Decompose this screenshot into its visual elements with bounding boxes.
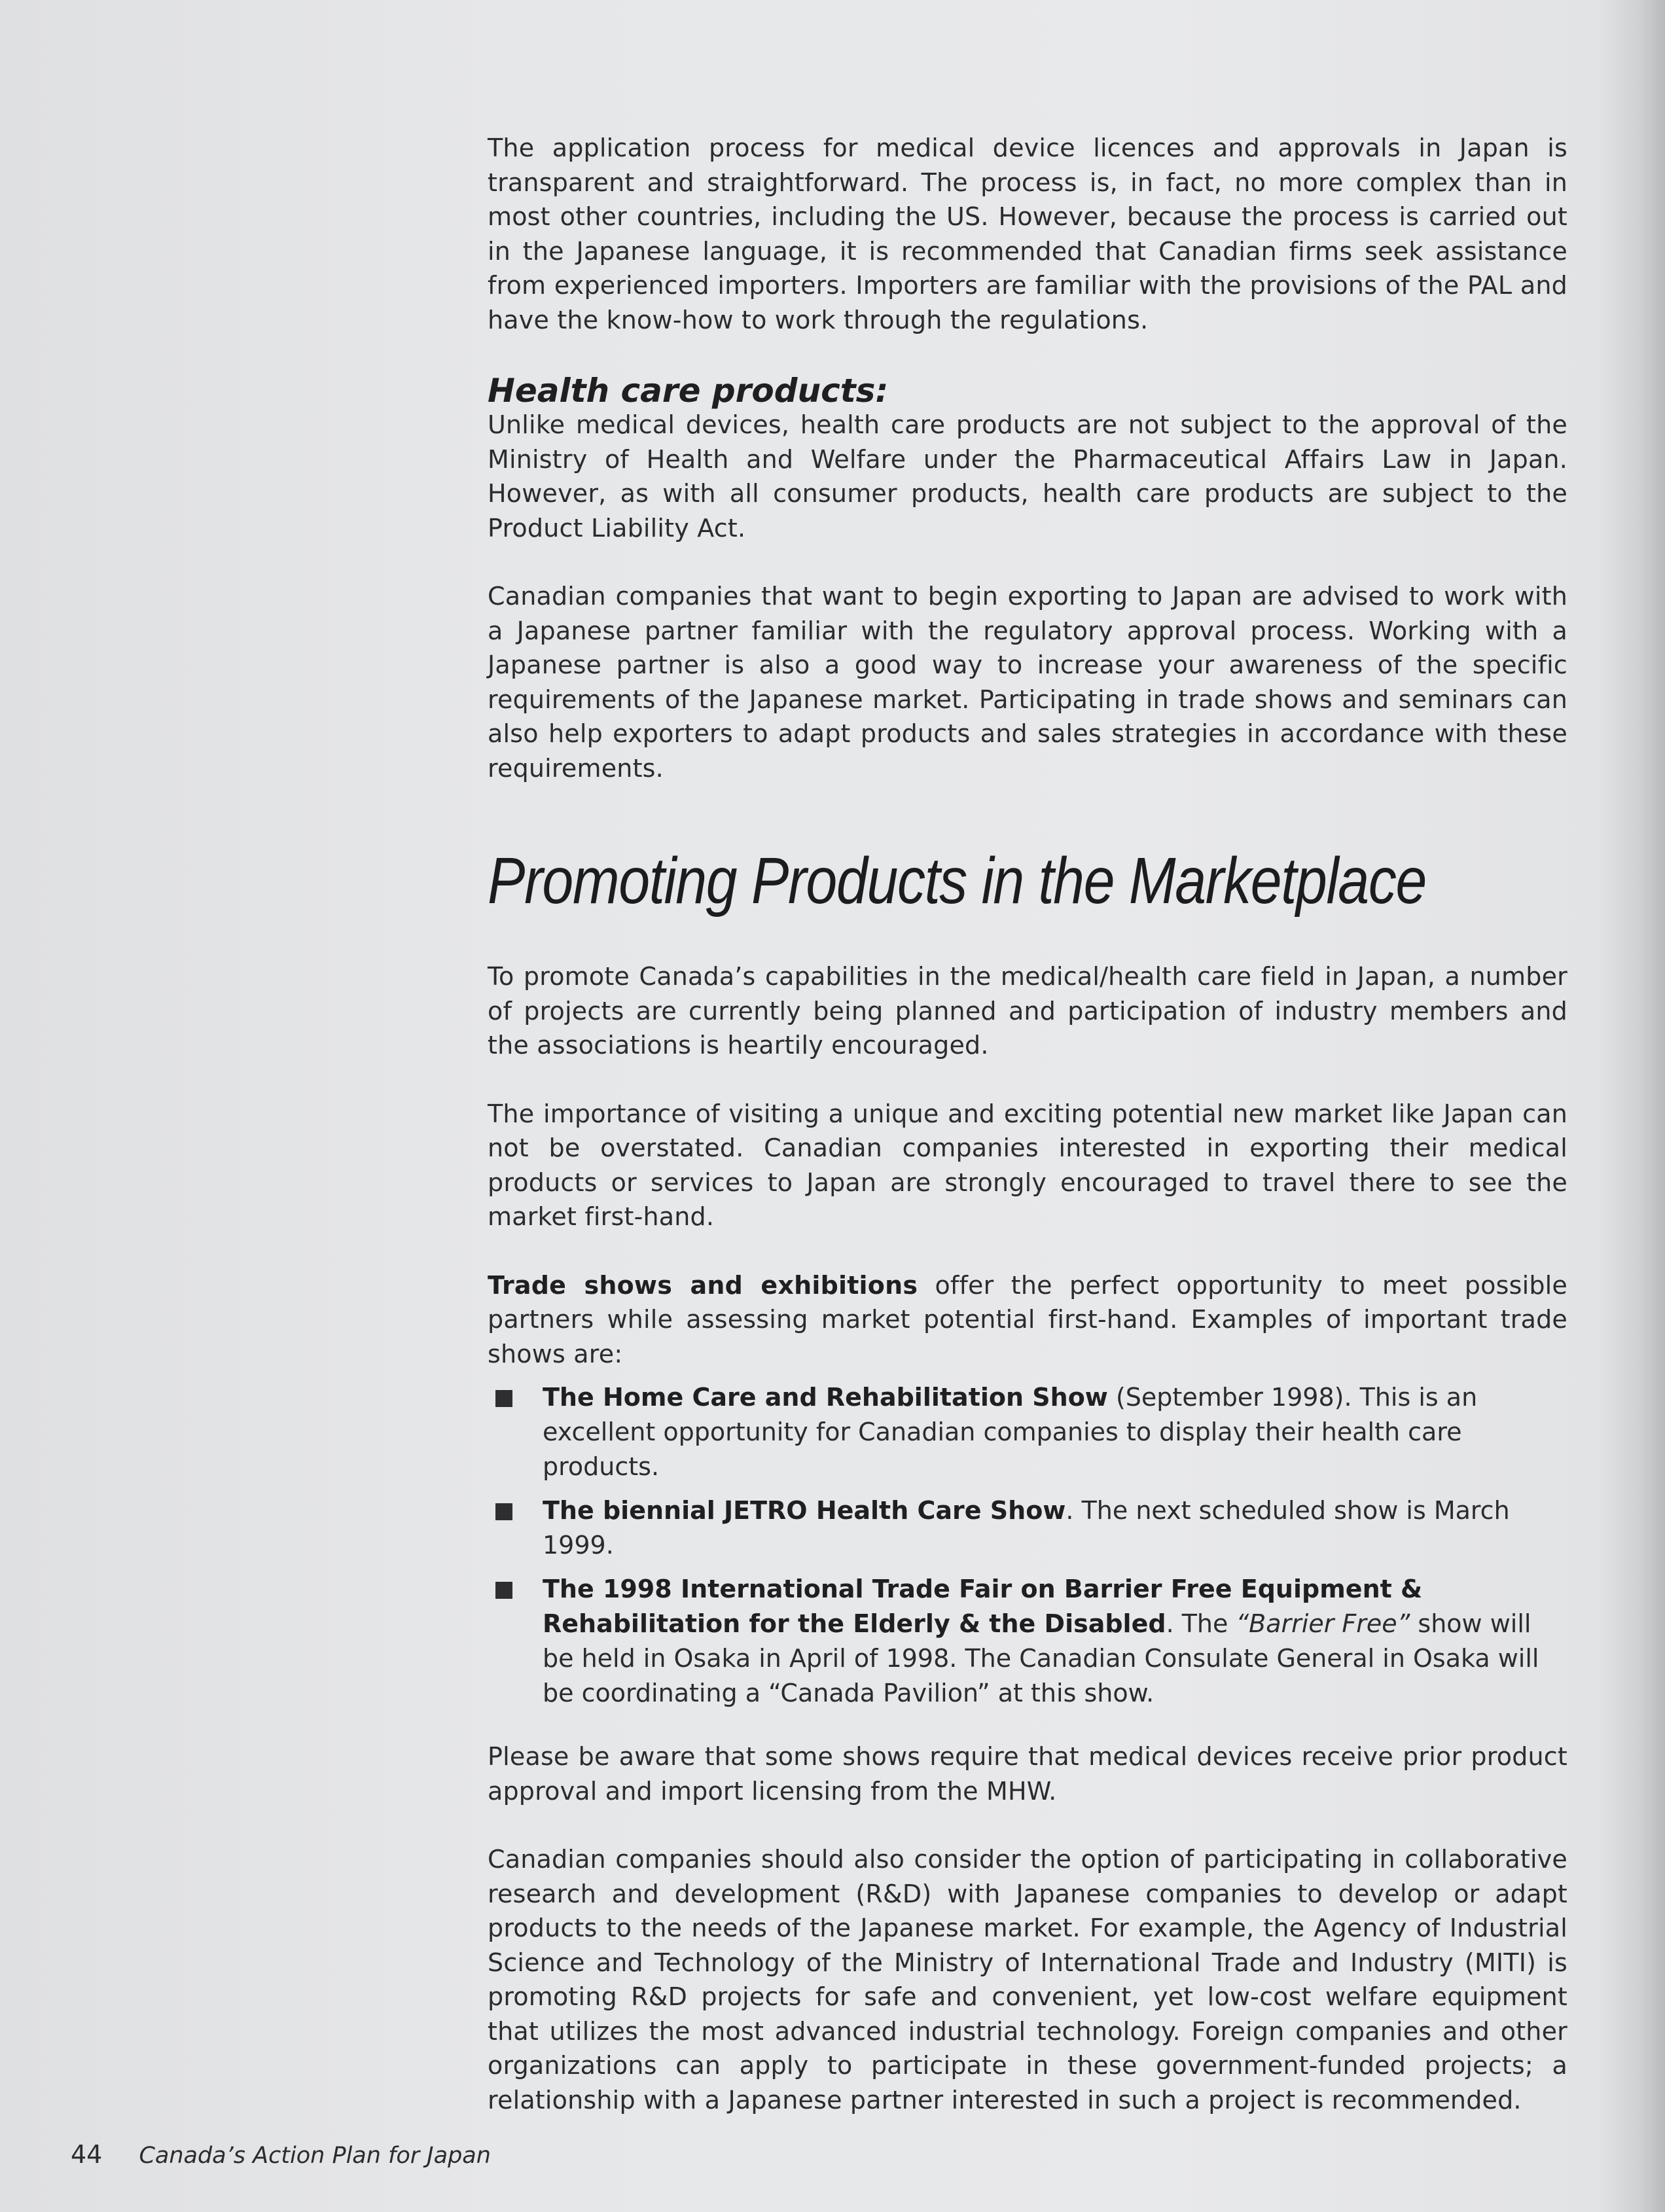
promoting-paragraph-2: The importance of visiting a unique and exciting potential new market like Japan can not be overstated. Canadian companies interested in exporting their medical products or services to Japan are strongly encouraged to travel there to see the market first-hand. xyxy=(488,1099,1567,1231)
trade-shows-intro-bold: Trade shows and exhibitions xyxy=(488,1270,918,1300)
show-text: show will be held in Osaka in April of 1998. The Canadian Consulate General in Osaka will be coordinating a “Canada Pavilion” at this show. xyxy=(543,1609,1539,1707)
health-care-paragraph-2: Canadian companies that want to begin exporting to Japan are advised to work with a Japanese partner familiar with the regulatory approval process. Working with a Japanese partner is also a good way to increase your awareness of the specific requirements of the Japanese market. Participating in trade shows and seminars can also help exporters to adapt products and sales strategies in accordance with these requirements. xyxy=(488,582,1567,783)
square-bullet-icon xyxy=(495,1582,512,1599)
trade-shows-intro xyxy=(488,1268,1567,1372)
list-item xyxy=(488,1493,1567,1563)
show-title: The 1998 International Trade Fair on Barrier Free Equipment & Rehabilitation for the Elderly & the Disabled xyxy=(543,1575,1423,1638)
show-italic-name: “Barrier Free” xyxy=(1236,1609,1410,1638)
running-title: Canada’s Action Plan for Japan xyxy=(139,2143,491,2169)
trade-shows-intro-rest: offer the perfect opportunity to meet possible partners while assessing market potential first-hand. Examples of important trade shows are: xyxy=(488,1270,1567,1368)
promoting-paragraph-1: To promote Canada’s capabilities in the medical/health care field in Japan, a number of projects are currently being planned and participation of industry members and the associations is heartily encouraged. xyxy=(488,962,1567,1060)
trade-show-list xyxy=(488,1380,1567,1711)
square-bullet-icon xyxy=(495,1503,512,1520)
show-title: The biennial JETRO Health Care Show xyxy=(543,1496,1066,1525)
show-text: (September 1998). This is an excellent opportunity for Canadian companies to display their health care products. xyxy=(543,1383,1478,1481)
text-column xyxy=(488,131,1567,2117)
promoting-heading: Promoting Products in the Marketplace xyxy=(488,844,1427,918)
page-footer xyxy=(71,2139,491,2171)
intro-paragraph: The application process for medical device licences and approvals in Japan is transparent and straightforward. The process is, in fact, no more complex than in most other countries, including the US. However, because the process is carried out in the Japanese language, it is recommended that Canadian firms seek assistance from experienced importers. Importers are familiar with the provisions of the PAL and have the know-how to work through the regulations. xyxy=(488,134,1567,334)
show-text: . The xyxy=(1166,1609,1236,1638)
health-care-paragraph-1: Unlike medical devices, health care products are not subject to the approval of the Ministry of Health and Welfare under the Pharmaceutical Affairs Law in Japan. However, as with all consumer products, health care products are subject to the Product Liability Act. xyxy=(488,410,1567,543)
show-title: The Home Care and Rehabilitation Show xyxy=(543,1383,1108,1412)
list-item xyxy=(488,1572,1567,1711)
promoting-paragraph-3: Please be aware that some shows require that medical devices receive prior product approval and import licensing from the MHW. xyxy=(488,1742,1567,1806)
square-bullet-icon xyxy=(495,1390,512,1407)
show-text: . The next scheduled show is March 1999. xyxy=(543,1496,1510,1560)
health-care-heading: Health care products: xyxy=(488,372,889,410)
promoting-paragraph-4: Canadian companies should also consider the option of participating in collaborative research and development (R&D) with Japanese companies to develop or adapt products to the needs of the Japanese market. For example, the Agency of Industrial Science and Technology of the Ministry of International Trade and Industry (MITI) is promoting R&D projects for safe and convenient, yet low-cost welfare equipment that utilizes the most advanced industrial technology. Foreign companies and other organizations can apply to participate in these government-funded projects; a relationship with a Japanese partner interested in such a project is recommended. xyxy=(488,1845,1567,2114)
list-item xyxy=(488,1380,1567,1484)
page-number: 44 xyxy=(71,2140,103,2169)
